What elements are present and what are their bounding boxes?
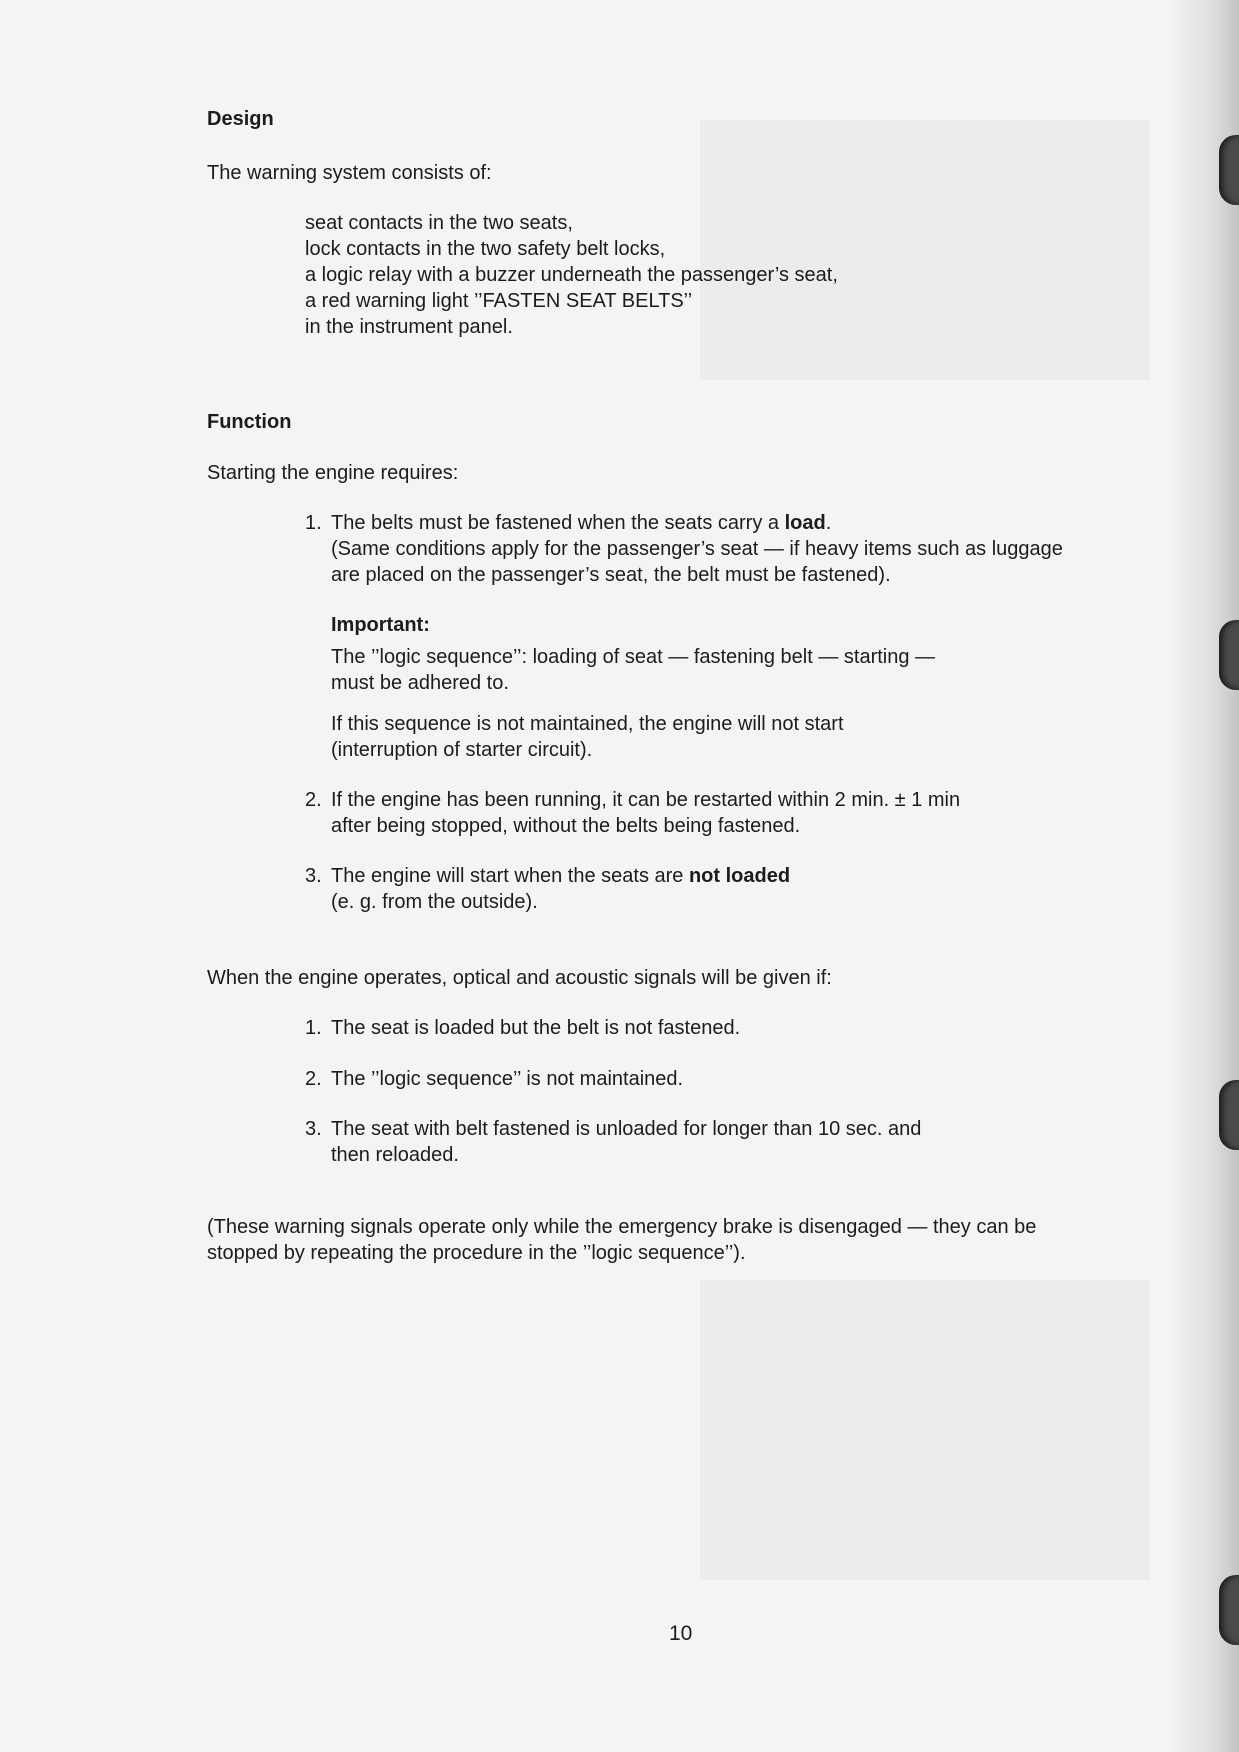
item-text-line: If the engine has been running, it can be restarted within 2 min. ± 1 min [331, 789, 961, 811]
item-number: 1. [305, 512, 322, 534]
item-text-bold: not loaded [688, 865, 791, 887]
item-number: 3. [305, 865, 322, 887]
start-requirement-3 [305, 863, 790, 915]
design-intro: The warning system consists of: [207, 162, 492, 184]
failure-line: If this sequence is not maintained, the engine will not start [331, 713, 844, 735]
binder-hole-1 [1219, 135, 1239, 205]
note-line: stopped by repeating the procedure in the ’’logic sequence’’). [207, 1242, 746, 1264]
item-number: 1. [305, 1017, 322, 1039]
component-item: seat contacts in the two seats, [305, 212, 573, 234]
function-intro: Starting the engine requires: [207, 462, 459, 484]
item-text-line: The seat is loaded but the belt is not fastened. [331, 1017, 741, 1039]
important-sequence [331, 644, 935, 696]
design-components-list [305, 210, 838, 340]
warning-note [207, 1214, 1036, 1266]
item-text-line: (e. g. from the outside). [331, 891, 538, 913]
important-label: Important: [331, 614, 430, 636]
item-number: 2. [305, 1068, 322, 1090]
signal-condition-2 [305, 1066, 683, 1092]
page-edge-shadow [1169, 0, 1239, 1752]
item-number: 2. [305, 789, 322, 811]
item-text [331, 863, 790, 889]
binder-hole-2 [1219, 620, 1239, 690]
component-item: a logic relay with a buzzer underneath the passenger’s seat, [305, 264, 838, 286]
binder-hole-3 [1219, 1080, 1239, 1150]
item-text-part: The engine will start when the seats are [331, 865, 689, 887]
component-item: lock contacts in the two safety belt locks, [305, 238, 666, 260]
item-text-line: are placed on the passenger’s seat, the belt must be fastened). [331, 564, 891, 586]
component-item: in the instrument panel. [305, 316, 513, 338]
item-text-part: The belts must be fastened when the seats carry a [331, 512, 785, 534]
item-text-line: The ’’logic sequence’’ is not maintained. [331, 1068, 684, 1090]
item-text-line: then reloaded. [331, 1144, 459, 1166]
item-text-line: after being stopped, without the belts being fastened. [331, 815, 801, 837]
start-requirement-1 [305, 510, 1063, 588]
component-item: a red warning light ’’FASTEN SEAT BELTS’’ [305, 290, 693, 312]
sequence-line: must be adhered to. [331, 672, 509, 694]
function-heading: Function [207, 411, 292, 433]
item-text-line: (Same conditions apply for the passenger’s seat — if heavy items such as luggage [331, 538, 1063, 560]
binder-hole-4 [1219, 1575, 1239, 1645]
signal-condition-1 [305, 1015, 740, 1041]
signal-condition-3 [305, 1116, 921, 1168]
start-requirement-2 [305, 787, 960, 839]
item-text-bold: load [784, 512, 826, 534]
item-text [331, 510, 1063, 536]
failure-line: (interruption of starter circuit). [331, 739, 593, 761]
item-text-part: . [825, 512, 832, 534]
item-number: 3. [305, 1118, 322, 1140]
sequence-line: The ’’logic sequence’’: loading of seat — fastening belt — starting — [331, 646, 936, 668]
show-through-shade-2 [700, 1280, 1150, 1580]
important-failure-note [331, 711, 844, 763]
page-number: 10 [669, 1622, 693, 1645]
signals-intro: When the engine operates, optical and acoustic signals will be given if: [207, 967, 832, 989]
item-text-line: The seat with belt fastened is unloaded for longer than 10 sec. and [331, 1118, 922, 1140]
note-line: (These warning signals operate only while the emergency brake is disengaged — they can be [207, 1216, 1037, 1238]
design-heading: Design [207, 108, 274, 130]
